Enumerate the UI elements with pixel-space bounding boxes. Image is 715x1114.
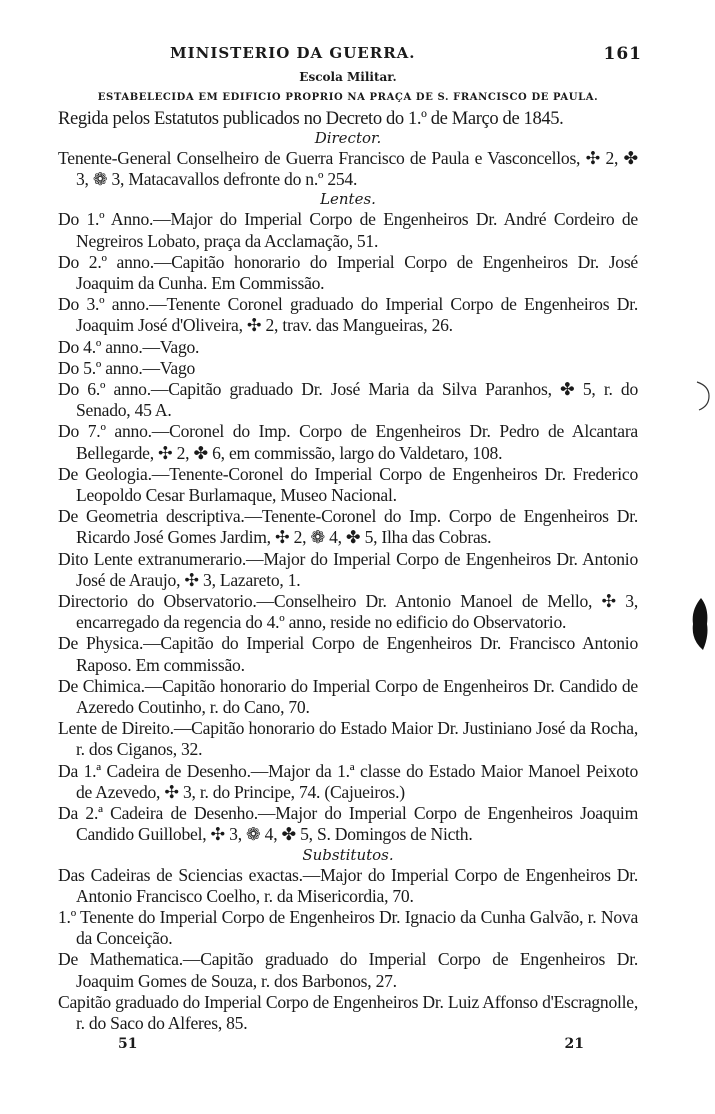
- lente-entry: De Geometria descriptiva.—Tenente-Coronel do Imp. Corpo de Engenheiros Dr. Ricardo José Gomes Jardim, ✣ 2, ❁ 4, ✤ 5, Ilha das Cobras.: [58, 506, 638, 548]
- substituto-entry: Das Cadeiras de Sciencias exactas.—Major do Imperial Corpo de Engenheiros Dr. Antonio Francisco Coelho, r. da Misericordia, 70.: [58, 864, 638, 906]
- lente-entry: Do 4.º anno.—Vago.: [58, 336, 200, 357]
- lente-entry: De Physica.—Capitão do Imperial Corpo de Engenheiros Dr. Francisco Antonio Raposo. Em commissão.: [58, 633, 638, 675]
- director-entry: Tenente-General Conselheiro de Guerra Francisco de Paula e Vasconcellos, ✣ 2, ✤ 3, ❁ 3, Matacavallos defronte do n.º 254.: [58, 148, 638, 190]
- lente-entry: Do 1.º Anno.—Major do Imperial Corpo de Engenheiros Dr. André Cordeiro de Negreiros Lobato, praça da Acclamação, 51.: [58, 209, 638, 251]
- page-footer: [58, 1036, 638, 1060]
- lente-entry: Do 2.º anno.—Capitão honorario do Imperial Corpo de Engenheiros Dr. José Joaquim da Cunha. Em Commissão.: [58, 251, 638, 294]
- almanac-page: [58, 44, 642, 1060]
- institution-line: ESTABELECIDA EM EDIFICIO PROPRIO NA PRAÇA DE S. FRANCISCO DE PAULA.: [97, 92, 599, 103]
- lente-entry: De Geologia.—Tenente-Coronel do Imperial Corpo de Engenheiros Dr. Frederico Leopoldo Cesar Burlamaque, Museo Nacional.: [58, 463, 638, 506]
- subhead-lentes: Lentes.: [320, 190, 376, 209]
- lente-entry: Da 1.ª Cadeira de Desenho.—Major da 1.ª classe do Estado Maior Manoel Peixoto de Azevedo, ✣ 3, r. do Principe, 74. (Cajueiros.): [58, 760, 638, 802]
- lente-entry: Do 3.º anno.—Tenente Coronel graduado do Imperial Corpo de Engenheiros Dr. Joaquim José d'Oliveira, ✣ 2, trav. das Mangueiras, 26.: [58, 294, 638, 336]
- signature-mark-left: 51: [118, 1036, 138, 1053]
- statute-line: Regida pelos Estatutos publicados no Decreto do 1.º de Março de 1845.: [58, 108, 564, 129]
- signature-mark-right: 21: [564, 1036, 584, 1053]
- substituto-entry: Capitão graduado do Imperial Corpo de Engenheiros Dr. Luiz Affonso d'Escragnolle, r. do Saco do Alferes, 85.: [58, 991, 638, 1033]
- substituto-entry: De Mathematica.—Capitão graduado do Imperial Corpo de Engenheiros Dr. Joaquim Gomes de Souza, r. dos Barbonos, 27.: [58, 949, 638, 991]
- lente-entry: Lente de Direito.—Capitão honorario do Estado Maior Dr. Justiniano José da Rocha, r. dos Ciganos, 32.: [58, 718, 638, 760]
- margin-blot-icon: [687, 596, 709, 652]
- running-head: [58, 44, 642, 68]
- lente-entry: Directorio do Observatorio.—Conselheiro Dr. Antonio Manoel de Mello, ✣ 3, encarregado da regencia do 4.º anno, reside no edificio do Observatorio.: [58, 591, 638, 633]
- page-number: 161: [603, 44, 642, 64]
- lente-entry: Do 7.º anno.—Coronel do Imp. Corpo de Engenheiros Dr. Pedro de Alcantara Bellegarde, ✣ 2, ✤ 6, em commissão, largo do Valdetaro, 108.: [58, 421, 638, 463]
- lente-entry: Dito Lente extranumerario.—Major do Imperial Corpo de Engenheiros Dr. Antonio José de Araujo, ✣ 3, Lazareto, 1.: [58, 548, 638, 590]
- lente-entry: De Chimica.—Capitão honorario do Imperial Corpo de Engenheiros Dr. Candido de Azeredo Coutinho, r. do Cano, 70.: [58, 675, 638, 718]
- margin-bracket-icon: [695, 378, 713, 414]
- lente-entry: Do 6.º anno.—Capitão graduado Dr. José Maria da Silva Paranhos, ✤ 5, r. do Senado, 45 A.: [58, 379, 638, 421]
- running-title: MINISTERIO DA GUERRA.: [170, 44, 416, 62]
- lente-entry: Do 5.º anno.—Vago: [58, 357, 196, 378]
- substituto-entry: 1.º Tenente do Imperial Corpo de Engenheiros Dr. Ignacio da Cunha Galvão, r. Nova da Conceição.: [58, 906, 638, 949]
- section-title: Escola Militar.: [299, 70, 397, 84]
- subhead-substitutos: Substitutos.: [302, 845, 394, 864]
- subhead-director: Director.: [314, 129, 382, 147]
- lente-entry: Da 2.ª Cadeira de Desenho.—Major do Imperial Corpo de Engenheiros Joaquim Candido Guillobel, ✣ 3, ❁ 4, ✤ 5, S. Domingos de Nicth.: [58, 803, 638, 845]
